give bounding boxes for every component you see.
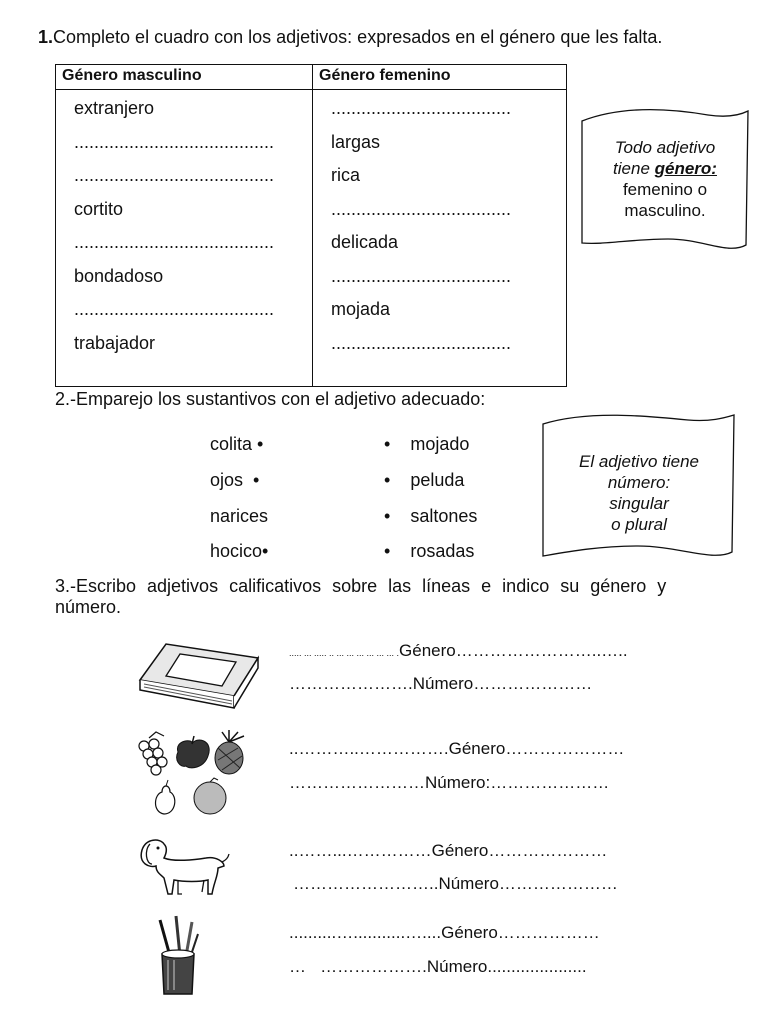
masc-cell-7[interactable]: ........................................: [74, 299, 275, 319]
q2-right-3[interactable]: • saltones: [384, 506, 478, 526]
fem-cell-1[interactable]: ....................................: [331, 98, 512, 118]
header-femenino: Género femenino: [313, 65, 567, 90]
column-masculino: [56, 90, 313, 387]
q2-right-2[interactable]: • peluda: [384, 470, 465, 490]
fem-cell-8[interactable]: ....................................: [331, 332, 512, 353]
q2-left-3[interactable]: narices: [210, 506, 269, 526]
fem-cell-7: mojada: [331, 299, 391, 319]
q3-row1-genero[interactable]: ..... ... ..... .. ... ... ... ... ... ... .Género……………………..…..: [289, 641, 628, 660]
q3-row1-numero[interactable]: ………………….Número…………………: [289, 674, 593, 693]
gender-table: [55, 64, 567, 387]
header-masculino: Género masculino: [56, 65, 313, 90]
q3-instruction-line2: número.: [55, 597, 122, 617]
q1-text: Completo el cuadro con los adjetivos: expresados en el género que les falta.: [53, 27, 663, 47]
q1-number: 1.: [38, 27, 54, 47]
fruits-icon: [134, 730, 254, 818]
fem-cell-6[interactable]: ....................................: [331, 265, 512, 286]
q2-left-2[interactable]: ojos •: [210, 470, 260, 490]
q2-left-4[interactable]: hocico•: [210, 541, 269, 561]
q3-row4-genero[interactable]: ..........…...........…....Género………………: [289, 923, 600, 942]
q3-row2-genero[interactable]: ..………..…………….Género…………………: [289, 739, 625, 758]
q3-row2-numero[interactable]: ……………………Número:…………………: [289, 773, 610, 792]
q2-right-1[interactable]: • mojado: [384, 434, 470, 454]
column-femenino: [313, 90, 567, 387]
masc-cell-6: bondadoso: [74, 265, 164, 286]
masc-cell-4: cortito: [74, 198, 124, 219]
q2-right-4[interactable]: • rosadas: [384, 541, 475, 561]
pencil-cup-icon: [150, 912, 210, 998]
fem-cell-2: largas: [331, 131, 381, 152]
masc-cell-8: trabajador: [74, 332, 156, 353]
fem-cell-3: rica: [331, 165, 361, 185]
q2-instruction: 2.-Emparejo los sustantivos con el adjetivo adecuado:: [55, 389, 486, 409]
fem-cell-4[interactable]: ....................................: [331, 198, 512, 219]
fem-cell-5: delicada: [331, 232, 399, 252]
masc-cell-5[interactable]: ........................................: [74, 232, 275, 252]
masc-cell-3[interactable]: ........................................: [74, 165, 275, 185]
q3-row4-numero[interactable]: … ……………….Número.....................: [289, 957, 587, 976]
masc-cell-2[interactable]: ........................................: [74, 131, 275, 152]
gender-note-text: Todo adjetivo tiene género: femenino o masculino.: [613, 138, 717, 220]
number-note-text: El adjetivo tiene número: singular o plural: [578, 452, 700, 534]
q1-instruction: [38, 27, 662, 48]
book-icon: [136, 638, 262, 712]
masc-cell-1: extranjero: [74, 98, 155, 118]
q2-left-1[interactable]: colita •: [210, 434, 264, 454]
dog-icon: [134, 834, 230, 898]
q3-row3-numero[interactable]: ……………………..Número…………………: [293, 874, 618, 893]
q3-instruction-line1: 3.-Escribo adjetivos calificativos sobre las líneas e indico su género y: [55, 576, 667, 596]
q3-row3-genero[interactable]: ..……...……………Género…………………: [289, 841, 608, 860]
